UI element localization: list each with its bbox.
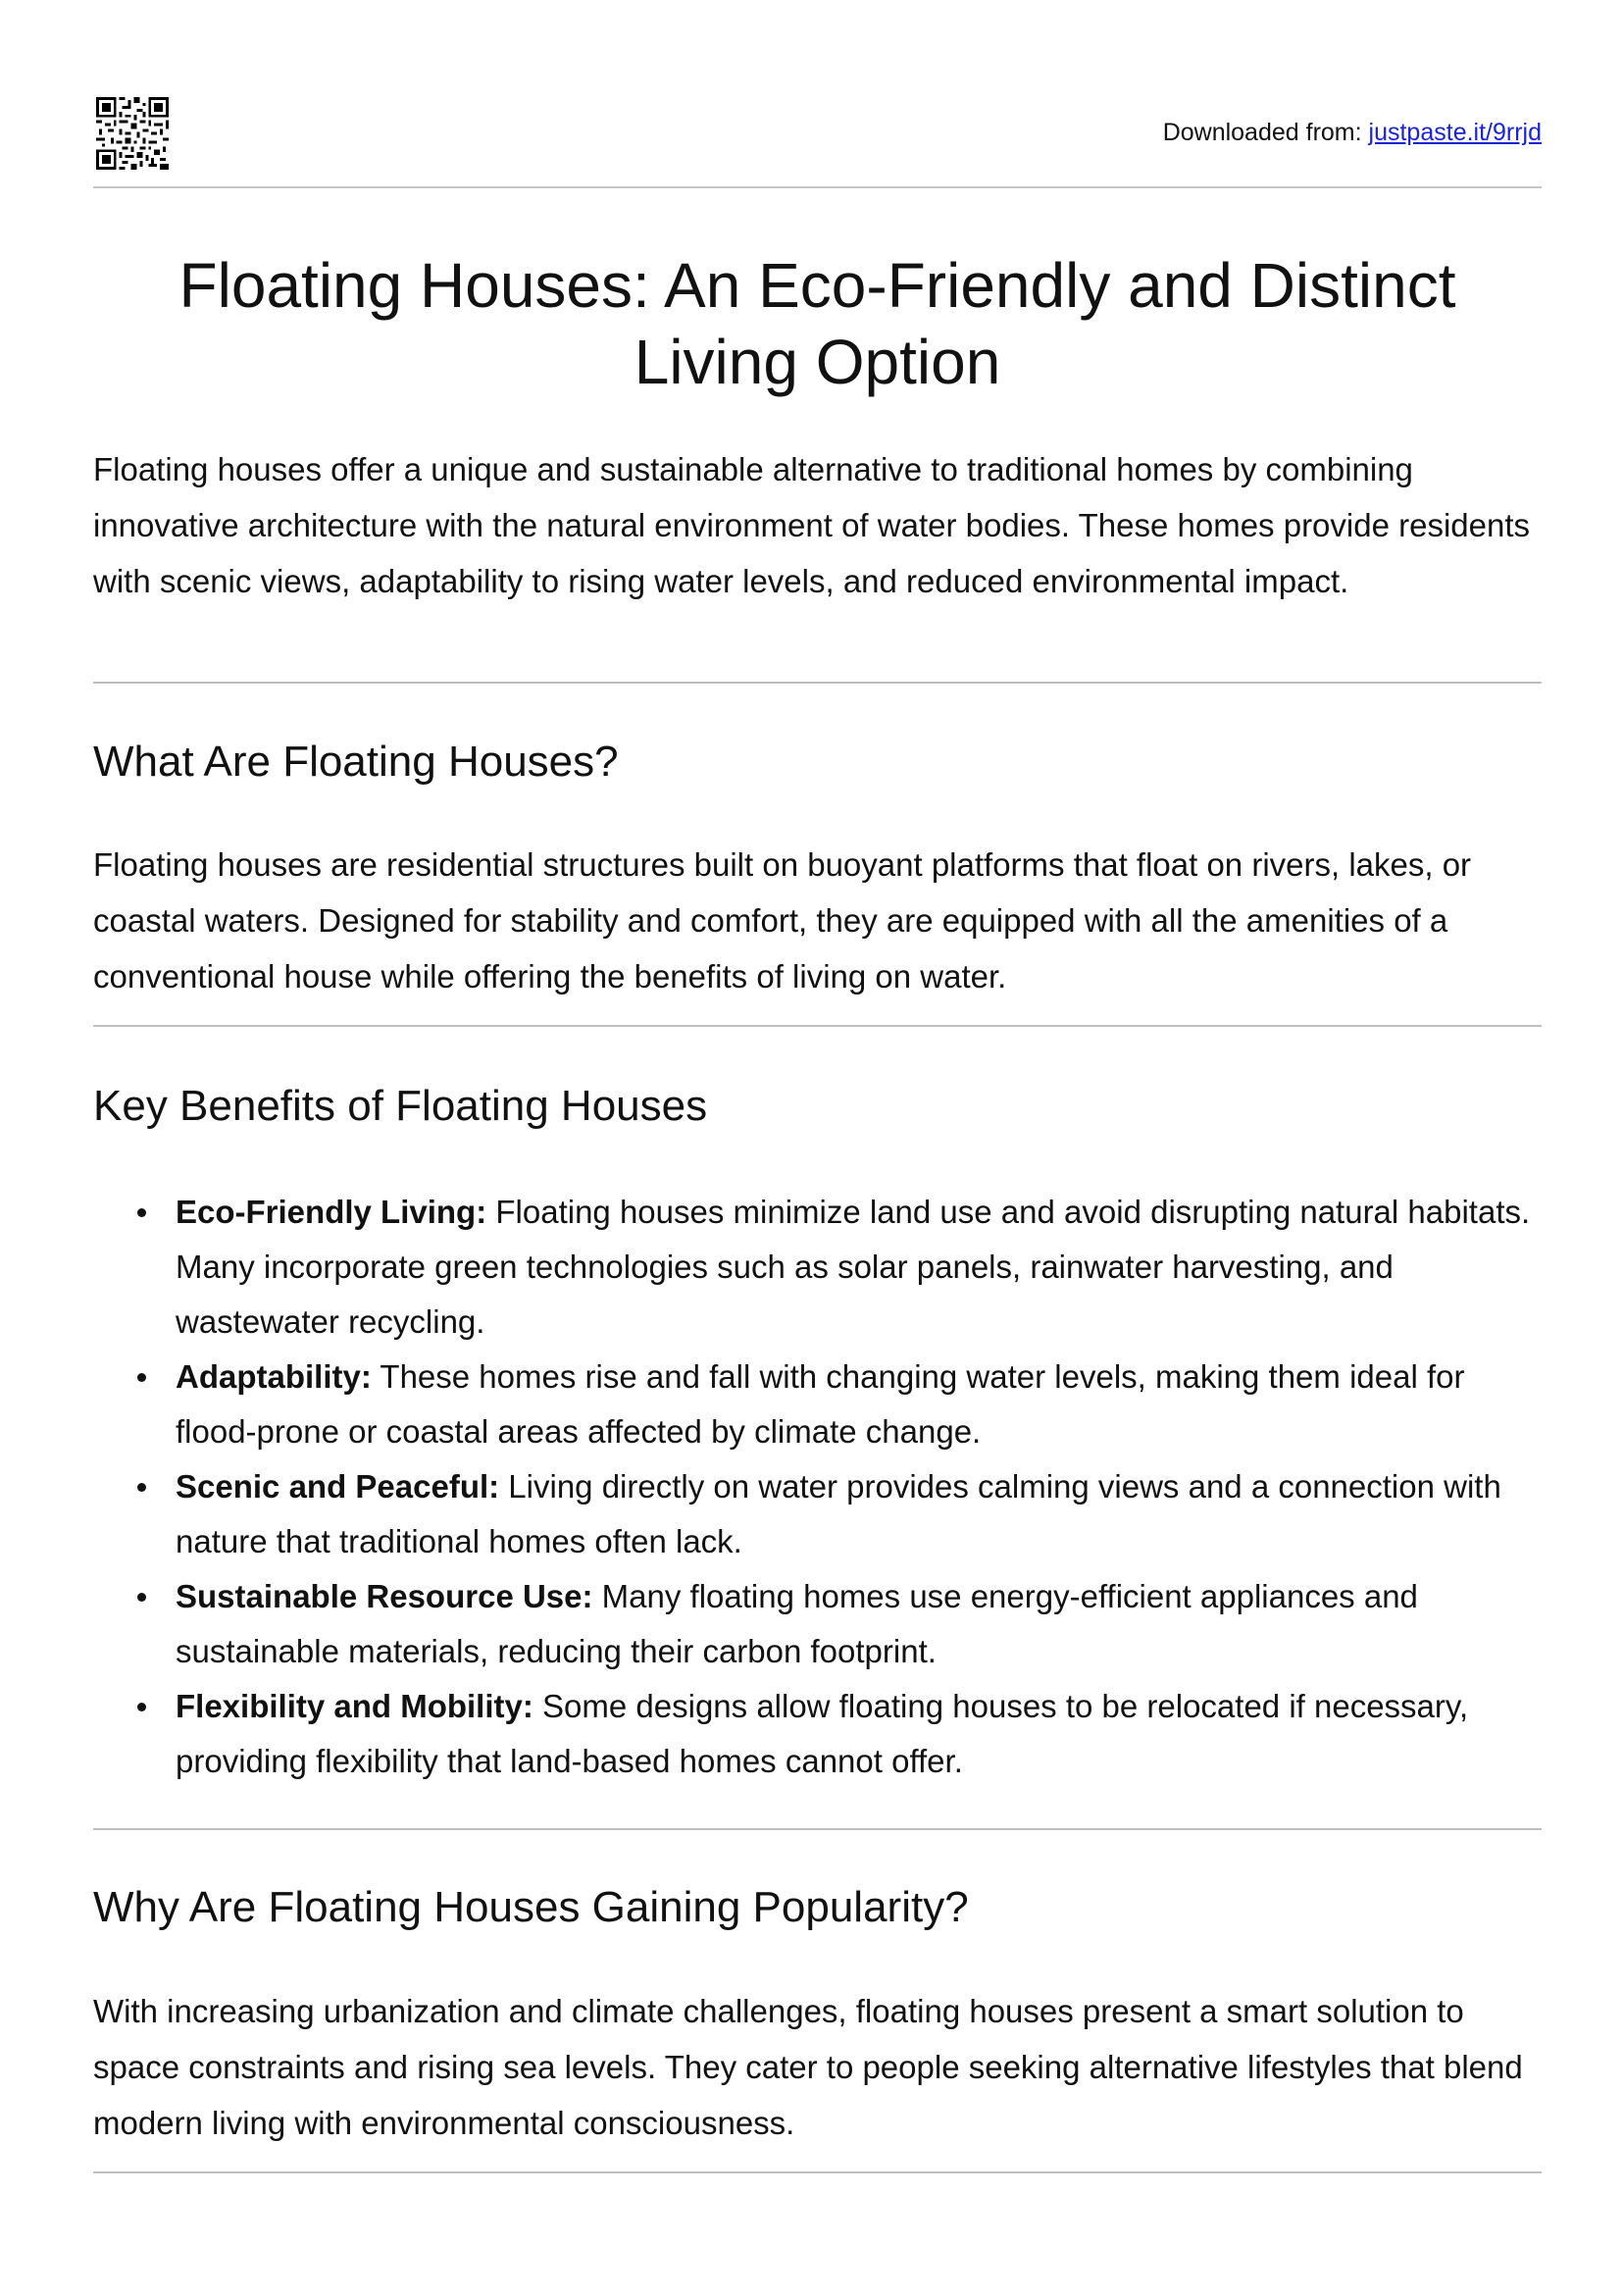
divider	[93, 2171, 1542, 2173]
list-item-text: Floating houses minimize land use and avoid disrupting natural habitats. Many incorporate green technologies such as solar panels, rainwater harvesting, and wastewater recycling.	[176, 1194, 1531, 1340]
list-item	[93, 1185, 1542, 1350]
section-heading-popularity: Why Are Floating Houses Gaining Popularity?	[93, 1883, 969, 1931]
list-item	[93, 1679, 1542, 1789]
bullet-icon	[137, 1208, 146, 1217]
list-item-label: Flexibility and Mobility:	[176, 1688, 533, 1724]
list-item	[93, 1569, 1542, 1679]
download-prefix: Downloaded from:	[1162, 119, 1362, 146]
list-item-label: Sustainable Resource Use:	[176, 1578, 593, 1614]
list-item-text: These homes rise and fall with changing water levels, making them ideal for flood-prone or coastal areas affected by climate change.	[176, 1358, 1465, 1450]
bullet-icon	[137, 1703, 146, 1711]
section-heading-what: What Are Floating Houses?	[93, 738, 619, 786]
list-item-text: Many floating homes use energy-efficient appliances and sustainable materials, reducing their carbon footprint.	[176, 1578, 1418, 1669]
list-item-text: Some designs allow floating houses to be relocated if necessary, providing flexibility that land-based homes cannot offer.	[176, 1688, 1469, 1779]
benefits-list	[93, 1185, 1542, 1789]
qr-code-icon	[96, 97, 169, 170]
list-item-label: Eco-Friendly Living:	[176, 1194, 487, 1230]
page-header	[93, 0, 1542, 188]
section-heading-benefits: Key Benefits of Floating Houses	[93, 1082, 708, 1130]
list-item-label: Adaptability:	[176, 1358, 372, 1395]
divider	[93, 1025, 1542, 1027]
download-link[interactable]: justpaste.it/9rrjd	[1368, 119, 1542, 146]
bullet-icon	[137, 1593, 146, 1602]
section-paragraph-popularity: With increasing urbanization and climate challenges, floating houses present a smart solution to space constraints and rising sea levels. They cater to people seeking alternative lifestyles that blend modern living with environmental consciousness.	[93, 1993, 1523, 2141]
intro-paragraph: Floating houses offer a unique and sustainable alternative to traditional homes by combining innovative architecture with the natural environment of water bodies. These homes provide residents with scenic views, adaptability to rising water levels, and reduced environmental impact.	[93, 451, 1531, 599]
bullet-icon	[137, 1483, 146, 1492]
list-item-label: Scenic and Peaceful:	[176, 1468, 500, 1505]
divider	[93, 682, 1542, 684]
list-item-text: Living directly on water provides calming views and a connection with nature that traditional homes often lack.	[176, 1468, 1501, 1559]
divider	[93, 1828, 1542, 1830]
page-title: Floating Houses: An Eco-Friendly and Distinct Living Option	[178, 250, 1456, 397]
bullet-icon	[137, 1373, 146, 1382]
section-paragraph-what: Floating houses are residential structures built on buoyant platforms that float on rivers, lakes, or coastal waters. Designed for stability and comfort, they are equipped with all the amenities of a conventional house while offering the benefits of living on water.	[93, 846, 1472, 995]
list-item	[93, 1350, 1542, 1459]
list-item	[93, 1459, 1542, 1569]
document-page	[93, 0, 1542, 2141]
download-source	[1163, 119, 1542, 147]
